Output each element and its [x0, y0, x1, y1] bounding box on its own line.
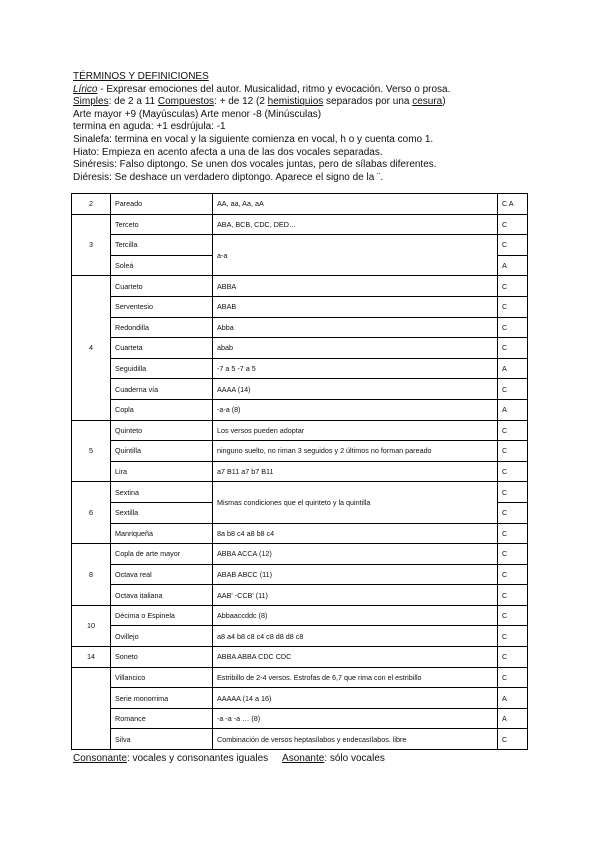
stanza-name-cell: Quintilla	[111, 441, 213, 462]
verse-count-cell: 4	[72, 276, 111, 420]
rhyme-scheme-cell: ABBA ACCA (12)	[213, 544, 498, 565]
table-row	[72, 688, 528, 709]
rhyme-scheme-cell: Estribillo de 2-4 versos. Estrofas de 6,7 que rima con el estribillo	[213, 667, 498, 688]
def-hiato: Hiato: Empieza en acento afecta a una de las dos vocales separadas.	[73, 146, 383, 158]
stanza-table	[71, 193, 528, 750]
stanza-name-cell: Décima o Espinela	[111, 605, 213, 626]
rhyme-scheme-cell: AAB' -CCB' (11)	[213, 585, 498, 606]
verse-count-cell: 10	[72, 605, 111, 646]
term-lirico: Lírico	[73, 83, 98, 95]
rhyme-type-cell: A	[498, 358, 528, 379]
stanza-name-cell: Villancico	[111, 667, 213, 688]
verse-count-cell: 8	[72, 544, 111, 606]
page-title: TÉRMINOS Y DEFINICIONES	[73, 71, 209, 82]
stanza-name-cell: Cuarteta	[111, 338, 213, 359]
rhyme-type-cell: C	[498, 214, 528, 235]
hemistiquios-text: separados por una	[323, 96, 413, 108]
table-row	[72, 461, 528, 482]
rhyme-type-cell: C	[498, 441, 528, 462]
def-dieresis: Diéresis: Se deshace un verdadero diptongo. Aparece el signo de la ¨.	[73, 171, 384, 183]
rhyme-type-cell: C	[498, 585, 528, 606]
rhyme-type-cell: C	[498, 338, 528, 359]
rhyme-scheme-cell: a8 a4 b8 c8 c4 c8 d8 d8 c8	[213, 626, 498, 647]
stanza-name-cell: Tercilla	[111, 235, 213, 256]
rhyme-type-cell: C A	[498, 194, 528, 215]
stanza-name-cell: Cuarteto	[111, 276, 213, 297]
rhyme-type-cell: C	[498, 626, 528, 647]
simples-text: : de 2 a 11	[108, 96, 158, 108]
stanza-name-cell: Lira	[111, 461, 213, 482]
rhyme-scheme-cell: ABA, BCB, CDC, DED…	[213, 214, 498, 235]
stanza-name-cell: Soneto	[111, 647, 213, 668]
stanza-name-cell: Redondilla	[111, 317, 213, 338]
rhyme-type-cell: C	[498, 729, 528, 750]
rhyme-scheme-cell: -a-a (8)	[213, 399, 498, 420]
table-row	[72, 729, 528, 750]
cesura-text: )	[442, 96, 446, 108]
rhyme-scheme-cell: a7 B11 a7 b7 B11	[213, 461, 498, 482]
rhyme-scheme-cell: -a -a -a … (8)	[213, 708, 498, 729]
rhyme-scheme-cell: ninguno suelto, no riman 3 seguidos y 2 últimos no forman pareado	[213, 441, 498, 462]
stanza-name-cell: Serie monorrima	[111, 688, 213, 709]
table-row	[72, 235, 528, 256]
table-row	[72, 214, 528, 235]
def-lirico	[73, 84, 553, 97]
table-row	[72, 358, 528, 379]
table-row	[72, 441, 528, 462]
rhyme-type-cell: A	[498, 255, 528, 276]
rhyme-type-cell: A	[498, 708, 528, 729]
table-row	[72, 420, 528, 441]
table-row	[72, 379, 528, 400]
rhyme-type-cell: C	[498, 564, 528, 585]
verse-count-cell: 5	[72, 420, 111, 482]
def-sineresis: Sinéresis: Falso diptongo. Se unen dos vocales juntas, pero de sílabas diferentes.	[73, 159, 437, 171]
rhyme-type-cell: C	[498, 544, 528, 565]
rhyme-type-cell: C	[498, 523, 528, 544]
table-row	[72, 194, 528, 215]
rhyme-scheme-cell: ABAB	[213, 296, 498, 317]
rhyme-type-cell: C	[498, 482, 528, 503]
table-row	[72, 338, 528, 359]
table-row	[72, 482, 528, 503]
asonante-text: : sólo vocales	[324, 753, 385, 764]
def-arte: Arte mayor +9 (Mayúsculas) Arte menor -8 (Minúsculas)	[73, 108, 322, 120]
rhyme-scheme-cell: ABAB ABCC (11)	[213, 564, 498, 585]
rhyme-type-cell: C	[498, 379, 528, 400]
stanza-name-cell: Sextilla	[111, 502, 213, 523]
definitions-section	[73, 71, 553, 184]
def-simples	[73, 96, 553, 109]
def-sinalefa: Sinalefa: termina en vocal y la siguiente comienza en vocal, h o y cuenta como 1.	[73, 133, 434, 145]
table-row	[72, 605, 528, 626]
table-row	[72, 564, 528, 585]
stanza-name-cell: Serventesio	[111, 296, 213, 317]
rhyme-type-cell: C	[498, 296, 528, 317]
rhyme-scheme-cell: Abbaaccddc (8)	[213, 605, 498, 626]
stanza-name-cell: Seguidilla	[111, 358, 213, 379]
rhyme-type-cell: C	[498, 605, 528, 626]
table-row	[72, 708, 528, 729]
rhyme-scheme-cell: Mismas condiciones que el quinteto y la quintilla	[213, 482, 498, 523]
verse-count-cell: 2	[72, 194, 111, 215]
stanza-name-cell: Copla	[111, 399, 213, 420]
rhyme-type-cell: A	[498, 399, 528, 420]
rhyme-scheme-cell: 8a b8 c4 a8 b8 c4	[213, 523, 498, 544]
rhyme-scheme-cell: AA, aa, Aa, aA	[213, 194, 498, 215]
rhyme-scheme-cell: a-a	[213, 235, 498, 276]
lirico-text: - Expresar emociones del autor. Musicalidad, ritmo y evocación. Verso o prosa.	[97, 83, 451, 95]
term-consonante: Consonante	[73, 753, 127, 764]
def-terminacion: termina en aguda: +1 esdrújula: -1	[73, 121, 226, 133]
verse-count-cell: 3	[72, 214, 111, 276]
table-row	[72, 296, 528, 317]
rhyme-type-cell: C	[498, 667, 528, 688]
consonante-text: : vocales y consonantes iguales	[126, 753, 269, 764]
rhyme-scheme-cell: AAAA (14)	[213, 379, 498, 400]
term-compuestos: Compuestos	[157, 96, 215, 108]
verse-count-cell: 6	[72, 482, 111, 544]
rhyme-type-cell: A	[498, 688, 528, 709]
rhyme-scheme-cell: abab	[213, 338, 498, 359]
stanza-name-cell: Ovillejo	[111, 626, 213, 647]
stanza-name-cell: Romance	[111, 708, 213, 729]
rhyme-type-cell: C	[498, 235, 528, 256]
table-row	[72, 317, 528, 338]
table-row	[72, 626, 528, 647]
verse-count-cell: 14	[72, 647, 111, 668]
rhyme-definitions	[73, 753, 385, 764]
table-row	[72, 276, 528, 297]
term-simples: Simples	[73, 96, 109, 108]
table-row	[72, 647, 528, 668]
term-asonante: Asonante	[282, 753, 325, 764]
rhyme-type-cell: C	[498, 502, 528, 523]
stanza-name-cell: Quinteto	[111, 420, 213, 441]
table-row	[72, 399, 528, 420]
term-cesura: cesura	[412, 96, 443, 108]
rhyme-scheme-cell: ABBA	[213, 276, 498, 297]
rhyme-scheme-cell: -7 a 5 -7 a 5	[213, 358, 498, 379]
term-hemistiquios: hemistiquios	[267, 96, 324, 108]
rhyme-type-cell: C	[498, 647, 528, 668]
rhyme-scheme-cell: AAAAA (14 a 16)	[213, 688, 498, 709]
verse-count-cell	[72, 667, 111, 749]
rhyme-type-cell: C	[498, 420, 528, 441]
table-row	[72, 667, 528, 688]
stanza-name-cell: Terceto	[111, 214, 213, 235]
rhyme-type-cell: C	[498, 461, 528, 482]
stanza-name-cell: Sextina	[111, 482, 213, 503]
stanza-name-cell: Soleá	[111, 255, 213, 276]
rhyme-type-cell: C	[498, 276, 528, 297]
rhyme-scheme-cell: Combinación de versos heptasílabos y endecasílabos. libre	[213, 729, 498, 750]
rhyme-type-cell: C	[498, 317, 528, 338]
table-row	[72, 523, 528, 544]
rhyme-scheme-cell: ABBA ABBA CDC CDC	[213, 647, 498, 668]
stanza-name-cell: Manriqueña	[111, 523, 213, 544]
stanza-name-cell: Cuaderna vía	[111, 379, 213, 400]
stanza-table-body	[72, 194, 528, 750]
stanza-name-cell: Copla de arte mayor	[111, 544, 213, 565]
table-row	[72, 585, 528, 606]
stanza-name-cell: Silva	[111, 729, 213, 750]
table-row	[72, 544, 528, 565]
compuestos-text: : + de 12 (2	[214, 96, 268, 108]
stanza-name-cell: Octava italiana	[111, 585, 213, 606]
rhyme-scheme-cell: Abba	[213, 317, 498, 338]
stanza-name-cell: Octava real	[111, 564, 213, 585]
stanza-name-cell: Pareado	[111, 194, 213, 215]
rhyme-scheme-cell: Los versos pueden adoptar	[213, 420, 498, 441]
